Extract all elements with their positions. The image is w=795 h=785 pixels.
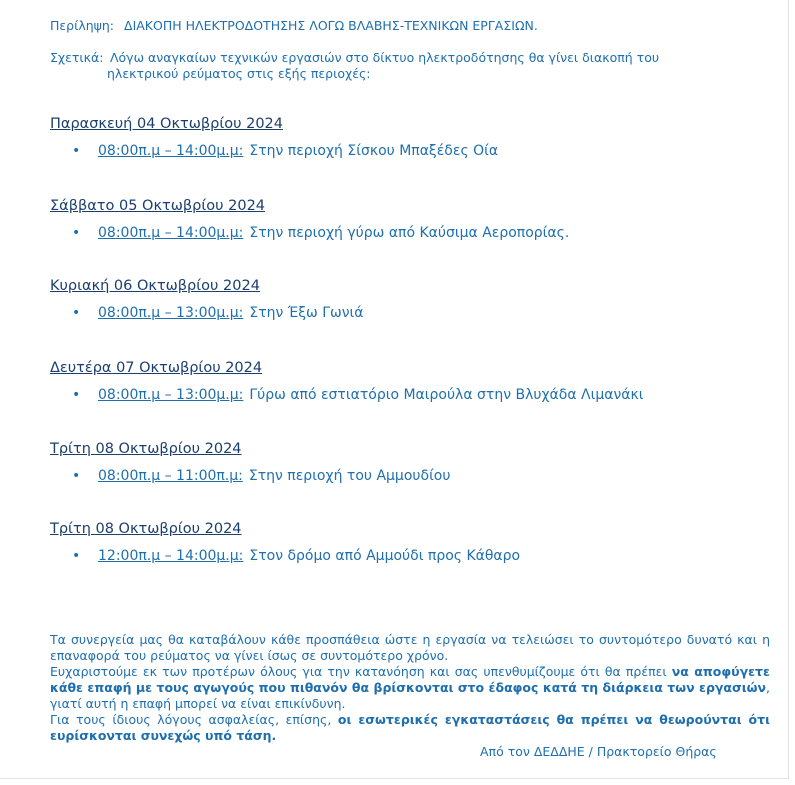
outage-time: 08:00π.μ – 11:00π.μ: <box>98 468 243 484</box>
summary-line <box>50 18 538 33</box>
outage-day-6: Τρίτη 08 Οκτωβρίου 2024 <box>50 521 242 537</box>
outage-item-3 <box>72 305 364 321</box>
footer-notice <box>50 632 770 744</box>
footer-p2-bold: να αποφύγετε κάθε επαφή με τους αγωγούς που πιθανόν θα βρίσκονται στο έδαφος κατά τη διάρκεια των εργασιών <box>50 664 770 695</box>
summary-text: ΔΙΑΚΟΠΗ ΗΛΕΚΤΡΟΔΟΤΗΣΗΣ ΛΟΓΩ ΒΛΑΒΗΣ-ΤΕΧΝΙΚΩΝ ΕΡΓΑΣΙΩΝ. <box>124 18 538 33</box>
footer-paragraph-2 <box>50 664 770 712</box>
outage-item-5 <box>72 468 450 484</box>
footer-p2-end: , γιατί αυτή η επαφή μπορεί να είναι επικίνδυνη. <box>50 680 770 711</box>
outage-item-6 <box>72 548 520 564</box>
outage-day-3: Κυριακή 06 Οκτωβρίου 2024 <box>50 278 260 294</box>
outage-area: Στην Έξω Γωνιά <box>249 305 364 321</box>
footer-p2-start: Ευχαριστούμε εκ των προτέρων όλους για την κατανόηση και σας υπενθυμίζουμε ότι θα πρέπει <box>50 664 672 679</box>
outage-area: Στην περιοχή του Αμμουδίου <box>248 468 451 484</box>
outage-area: Στον δρόμο από Αμμούδι προς Κάθαρο <box>249 548 521 564</box>
outage-day-4: Δευτέρα 07 Οκτωβρίου 2024 <box>50 360 263 376</box>
bullet-icon: • <box>72 225 81 241</box>
bullet-icon: • <box>72 387 81 403</box>
outage-area: Στην περιοχή γύρω από Καύσιμα Αεροπορίας. <box>249 225 570 241</box>
footer-paragraph-1: Τα συνεργεία μας θα καταβάλουν κάθε προσπάθεια ώστε η εργασία να τελειώσει το συντομότερο δυνατό και η επαναφορά του ρεύματος να γίνει ίσως σε συντομότερο χρόνο. <box>50 632 770 663</box>
bullet-icon: • <box>72 548 81 564</box>
outage-time: 08:00π.μ – 13:00μ.μ: <box>98 387 244 403</box>
outage-item-2 <box>72 225 569 241</box>
outage-time: 08:00π.μ – 14:00μ.μ: <box>98 225 244 241</box>
outage-time: 08:00π.μ – 14:00μ.μ: <box>98 143 244 159</box>
relevant-label: Σχετικά: <box>50 50 104 65</box>
signature: Από τον ΔΕΔΔΗΕ / Πρακτορείο Θήρας <box>480 744 717 759</box>
relevant-line1: Λόγω αναγκαίων τεχνικών εργασιών στο δίκτυο ηλεκτροδότησης θα γίνει διακοπή του <box>109 50 660 65</box>
summary-label: Περίληψη: <box>50 18 115 33</box>
footer-p3-bold: οι εσωτερικές εγκαταστάσεις θα πρέπει να θεωρούνται ότι ευρίσκονται συνεχώς υπό τάση. <box>50 712 770 743</box>
relevant-paragraph <box>50 50 690 82</box>
bullet-icon: • <box>72 305 81 321</box>
footer-p3-start: Για τους ίδιους λόγους ασφαλείας, επίσης, <box>50 712 338 727</box>
bullet-icon: • <box>72 143 81 159</box>
relevant-line2: ηλεκτρικού ρεύματος στις εξής περιοχές: <box>107 66 371 81</box>
outage-day-1: Παρασκευή 04 Οκτωβρίου 2024 <box>50 116 284 132</box>
outage-time: 12:00π.μ – 14:00μ.μ: <box>98 548 244 564</box>
footer-paragraph-3 <box>50 712 770 744</box>
outage-item-1 <box>72 143 498 159</box>
outage-area: Στην περιοχή Σίσκου Μπαξέδες Οία <box>249 143 499 159</box>
outage-area: Γύρω από εστιατόριο Μαιρούλα στην Βλυχάδα Λιμανάκι <box>249 387 644 403</box>
outage-time: 08:00π.μ – 13:00μ.μ: <box>98 305 244 321</box>
outage-day-5: Τρίτη 08 Οκτωβρίου 2024 <box>50 441 242 457</box>
bullet-icon: • <box>72 468 81 484</box>
outage-item-4 <box>72 387 644 403</box>
outage-day-2: Σάββατο 05 Οκτωβρίου 2024 <box>50 198 266 214</box>
